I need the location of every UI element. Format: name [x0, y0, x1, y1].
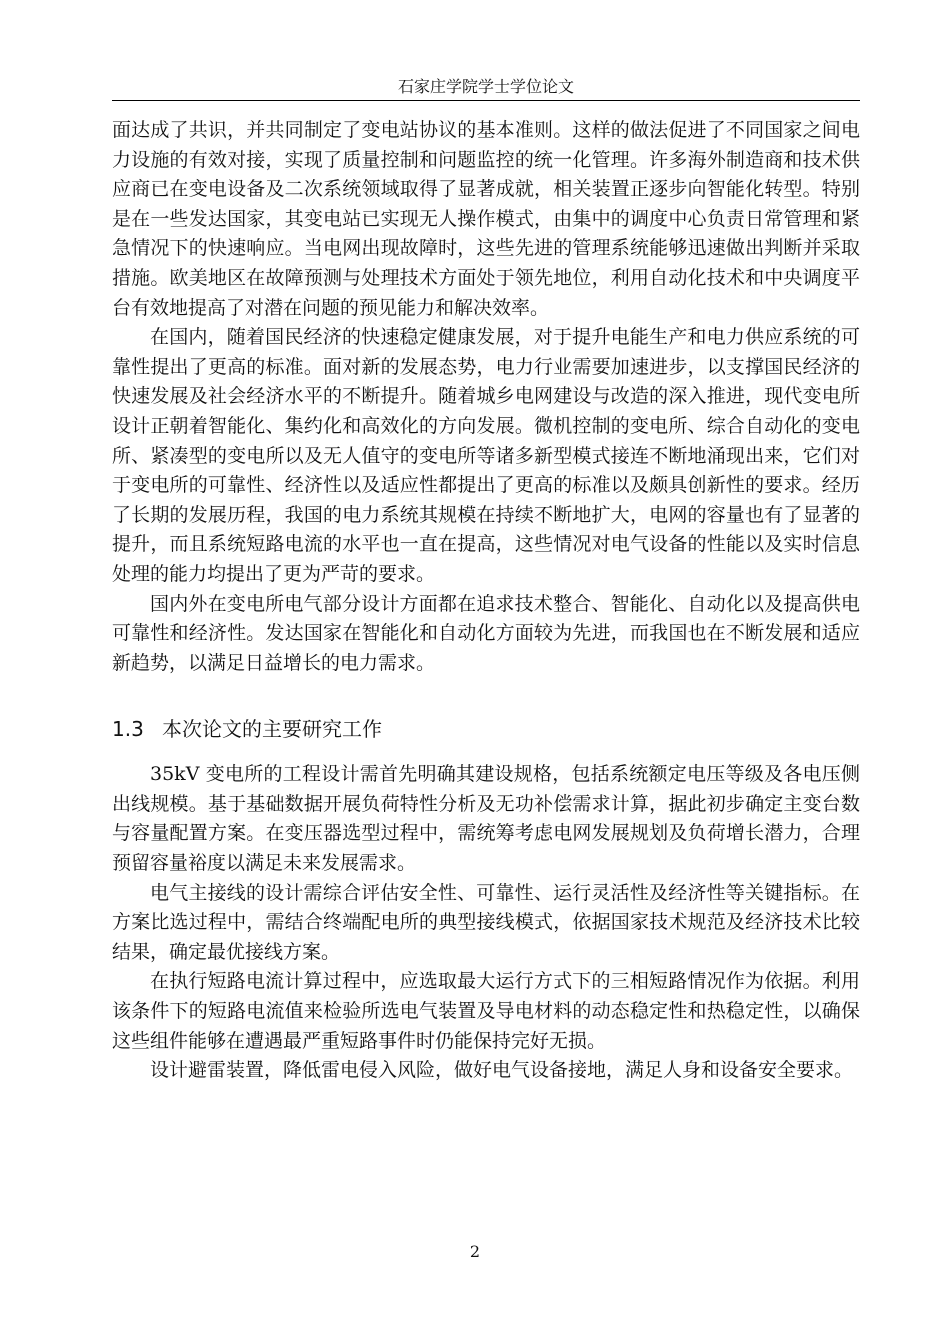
paragraph: 面达成了共识，并共同制定了变电站协议的基本准则。这样的做法促进了不同国家之间电力设施的有效对接，实现了质量控制和问题监控的统一化管理。许多海外制造商和技术供应商已在变电设备及二次系统领域取得了显著成就，相关装置正逐步向智能化转型。特别是在一些发达国家，其变电站已实现无人操作模式，由集中的调度中心负责日常管理和紧急情况下的快速响应。当电网出现故障时，这些先进的管理系统能够迅速做出判断并采取措施。欧美地区在故障预测与处理技术方面处于领先地位，利用自动化技术和中央调度平台有效地提高了对潜在问题的预见能力和解决效率。 [112, 119, 860, 319]
section-number: 1.3 [112, 717, 144, 742]
section-title: 本次论文的主要研究工作 [162, 717, 382, 742]
page-number: 2 [469, 1242, 481, 1261]
paragraph: 电气主接线的设计需综合评估安全性、可靠性、运行灵活性及经济性等关键指标。在方案比选过程中，需结合终端配电所的典型接线模式，依据国家技术规范及经济技术比较结果，确定最优接线方案。 [112, 881, 860, 963]
paragraph: 国内外在变电所电气部分设计方面都在追求技术整合、智能化、自动化以及提高供电可靠性和经济性。发达国家在智能化和自动化方面较为先进，而我国也在不断发展和适应新趋势，以满足日益增长的电力需求。 [112, 592, 860, 674]
header-rule [112, 100, 860, 101]
section-gap [112, 678, 860, 714]
running-header: 石家庄学院学士学位论文 [397, 77, 574, 96]
paragraph: 在国内，随着国民经济的快速稳定健康发展，对于提升电能生产和电力供应系统的可靠性提出了更高的标准。面对新的发展态势，电力行业需要加速进步，以支撑国民经济的快速发展及社会经济水平的不断提升。随着城乡电网建设与改造的深入推进，现代变电所设计正朝着智能化、集约化和高效化的方向发展。微机控制的变电所、综合自动化的变电所、紧凑型的变电所以及无人值守的变电所等诸多新型模式接连不断地涌现出来，它们对于变电所的可靠性、经济性以及适应性都提出了更高的标准以及颇具创新性的要求。经历了长期的发展历程，我国的电力系统其规模在持续不断地扩大，电网的容量也有了显著的提升，而且系统短路电流的水平也一直在提高，这些情况对电气设备的性能以及实时信息处理的能力均提出了更为严苛的要求。 [112, 326, 860, 585]
section-heading [112, 714, 860, 744]
paragraph: 设计避雷装置，降低雷电侵入风险，做好电气设备接地，满足人身和设备安全要求。 [150, 1059, 854, 1082]
paragraph: 35kV 变电所的工程设计需首先明确其建设规格，包括系统额定电压等级及各电压侧出线规模。基于基础数据开展负荷特性分析及无功补偿需求计算，据此初步确定主变台数与容量配置方案。在变压器选型过程中，需统筹考虑电网发展规划及负荷增长潜力，合理预留容量裕度以满足未来发展需求。 [112, 763, 860, 875]
paragraph: 在执行短路电流计算过程中，应选取最大运行方式下的三相短路情况作为依据。利用该条件下的短路电流值来检验所选电气装置及导电材料的动态稳定性和热稳定性，以确保这些组件能够在遭遇最严重短路事件时仍能保持完好无损。 [112, 970, 860, 1052]
page-body [112, 116, 860, 1086]
